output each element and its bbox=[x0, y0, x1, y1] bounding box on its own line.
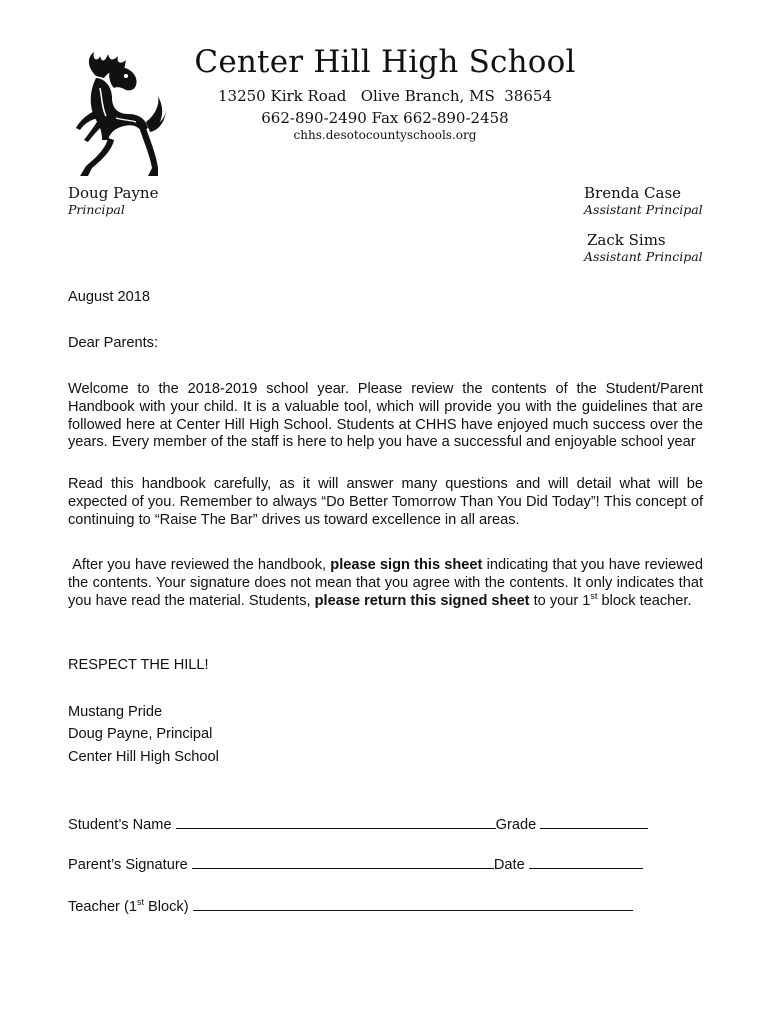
assistant-principal-2-name: Zack Sims bbox=[587, 231, 666, 249]
parent-signature-field[interactable] bbox=[192, 855, 494, 869]
student-name-label: Student’s Name bbox=[68, 817, 172, 833]
parent-signature-label: Parent’s Signature bbox=[68, 857, 188, 873]
principal-title: Principal bbox=[68, 202, 125, 217]
letter-signer-school: Center Hill High School bbox=[68, 749, 219, 765]
letter-date: August 2018 bbox=[68, 289, 150, 305]
teacher-field[interactable] bbox=[193, 897, 633, 911]
school-motto: RESPECT THE HILL! bbox=[68, 657, 209, 673]
letter-paragraph-1: Welcome to the 2018-2019 school year. Please review the contents of the Student/Parent Handbook with your child. It is a valuable tool, which will provide you with the guidelines that are followed here at Center Hill High School. Students at CHHS have enjoyed much success over the years. Every member of the staff is here to help you have a successful and enjoyable school year bbox=[68, 381, 703, 451]
student-name-field[interactable] bbox=[176, 815, 496, 829]
teacher-label: Teacher (1st Block) bbox=[68, 897, 189, 915]
assistant-principal-1-title: Assistant Principal bbox=[584, 202, 703, 217]
letter-paragraph-3: After you have reviewed the handbook, please sign this sheet indicating that you have reviewed the contents. Your signature does not mean that you agree with the contents. It only indicates that you have read the material. Students, please return this signed sheet to your 1st block teacher. bbox=[68, 557, 703, 609]
grade-field[interactable] bbox=[540, 815, 648, 829]
date-label: Date bbox=[493, 857, 525, 873]
letter-signer: Doug Payne, Principal bbox=[68, 726, 213, 742]
teacher-row bbox=[68, 897, 633, 917]
sign-instruction-bold: please sign this sheet bbox=[330, 557, 483, 573]
parent-signature-row bbox=[68, 855, 643, 875]
return-instruction-bold: please return this signed sheet bbox=[314, 592, 530, 609]
grade-label: Grade bbox=[495, 817, 537, 833]
letter-salutation: Dear Parents: bbox=[68, 335, 159, 351]
assistant-principal-1-name: Brenda Case bbox=[584, 184, 682, 202]
school-website: chhs.desotocountyschools.org bbox=[293, 128, 477, 142]
school-address: 13250 Kirk Road Olive Branch, MS 38654 bbox=[218, 87, 552, 105]
assistant-principal-2-title: Assistant Principal bbox=[584, 249, 703, 264]
date-field[interactable] bbox=[529, 855, 643, 869]
letter-closing: Mustang Pride bbox=[68, 704, 163, 720]
school-phone-fax: 662-890-2490 Fax 662-890-2458 bbox=[261, 109, 509, 127]
student-name-row bbox=[68, 815, 648, 835]
school-name: Center Hill High School bbox=[194, 44, 576, 80]
principal-name: Doug Payne bbox=[68, 184, 159, 202]
letter-paragraph-2: Read this handbook carefully, as it will answer many questions and will detail what will be expected of you. Remember to always “Do Better Tomorrow Than You Did Today”! This concept of continuing to “Raise The Bar” drives us toward excellence in all areas. bbox=[68, 476, 703, 528]
